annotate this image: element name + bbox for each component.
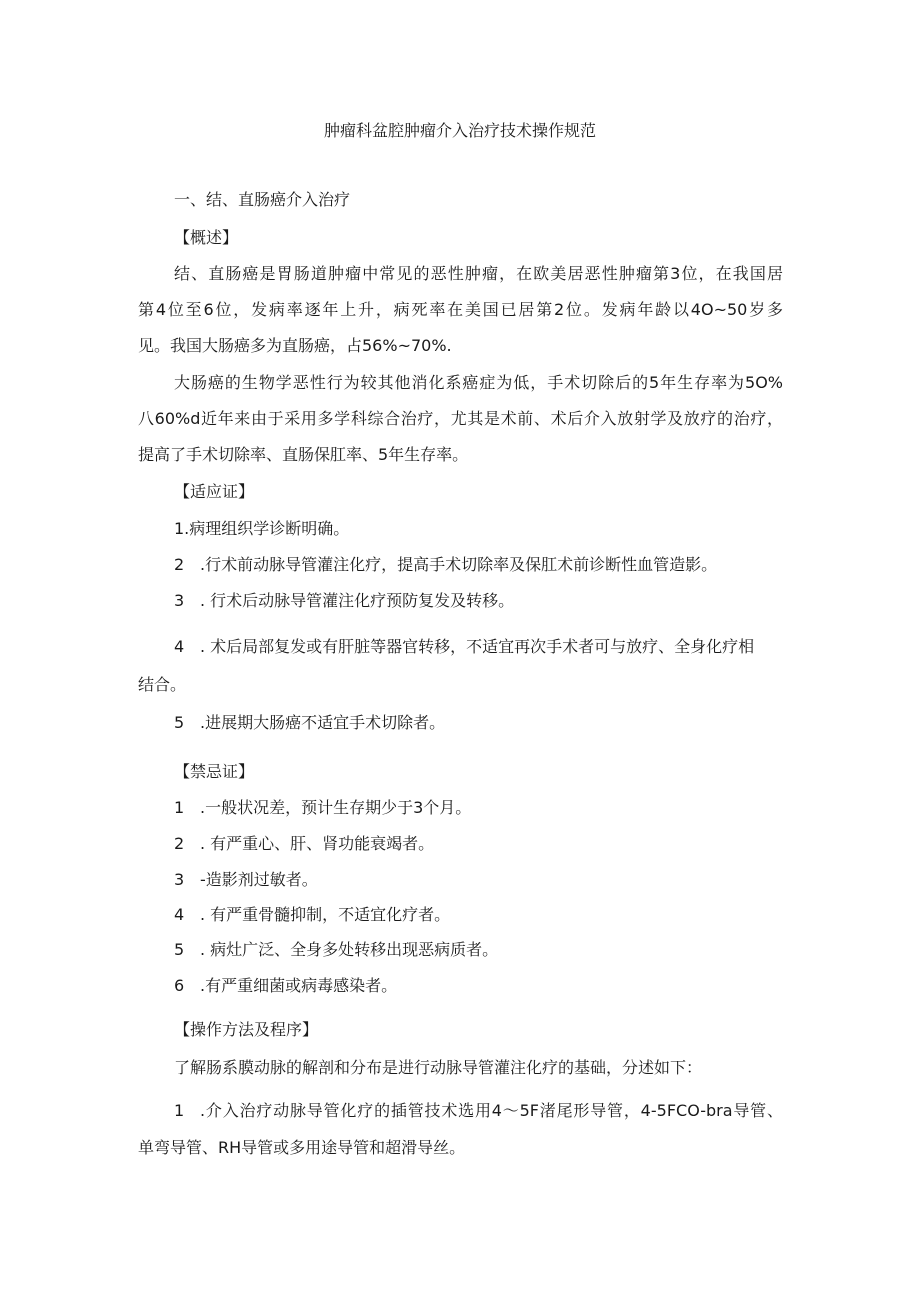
list-text: .介入治疗动脉导管化疗的插管技术选用4～5F渚尾形导管，4-5FCO-bra导管、: [200, 1101, 783, 1120]
list-text: .行术前动脉导管灌注化疗，提高手术切除率及保肛术前诊断性血管造影。: [200, 555, 718, 574]
list-number: 3: [174, 870, 185, 889]
method-heading: 【操作方法及程序】: [174, 1020, 319, 1039]
overview-heading: 【概述】: [174, 228, 239, 247]
list-text: . 有严重骨髓抑制，不适宜化疗者。: [200, 905, 451, 924]
list-text: .一般状况差，预计生存期少于3个月。: [200, 798, 472, 817]
overview-paragraph-1-line-2: 第4位至6位，发病率逐年上升，病死率在美国已居第2位。发病年龄以4O~50岁多: [138, 300, 783, 319]
list-number: 4: [174, 637, 185, 656]
overview-paragraph-1-line-3: 见。我国大肠癌多为直肠癌，占56%~70%.: [138, 336, 452, 355]
contraindications-heading: 【禁忌证】: [174, 762, 255, 781]
contraindication-item-4: [174, 905, 450, 925]
indications-heading: 【适应证】: [174, 482, 255, 501]
list-number: 3: [174, 591, 185, 610]
list-text: . 病灶广泛、全身多处转移出现恶病质者。: [200, 940, 499, 959]
method-item-1: [174, 1101, 783, 1121]
contraindication-item-3: [174, 870, 318, 890]
contraindication-item-1: [174, 798, 471, 818]
list-number: 2: [174, 834, 185, 853]
indication-item-2: [174, 555, 717, 575]
indication-item-4-continued: 结合。: [138, 675, 187, 694]
list-number: 6: [174, 976, 185, 995]
contraindication-item-2: [174, 834, 434, 854]
list-text: .有严重细菌或病毒感染者。: [200, 976, 398, 995]
list-number: 5: [174, 713, 185, 732]
method-intro: 了解肠系膜动脉的解剖和分布是进行动脉导管灌注化疗的基础，分述如下：: [174, 1058, 703, 1077]
contraindication-item-6: [174, 976, 397, 996]
indication-item-1: 1.病理组织学诊断明确。: [174, 519, 350, 538]
document-title: 肿瘤科盆腔肿瘤介入治疗技术操作规范: [323, 121, 596, 140]
list-text: . 术后局部复发或有肝脏等器官转移，不适宜再次手术者可与放疗、全身化疗相: [200, 637, 755, 656]
list-text: -造影剂过敏者。: [200, 870, 318, 889]
list-number: 2: [174, 555, 185, 574]
list-text: .进展期大肠癌不适宜手术切除者。: [200, 713, 446, 732]
list-number: 4: [174, 905, 185, 924]
contraindication-item-5: [174, 940, 498, 960]
list-text: . 有严重心、肝、肾功能衰竭者。: [200, 834, 435, 853]
list-number: 1: [174, 798, 185, 817]
indication-item-5: [174, 713, 445, 733]
list-number: 5: [174, 940, 185, 959]
list-text: . 行术后动脉导管灌注化疗预防复发及转移。: [200, 591, 515, 610]
overview-paragraph-2-line-2: 八60%d近年来由于采用多学科综合治疗，尤其是术前、术后介入放射学及放疗的治疗，: [138, 409, 783, 428]
method-item-1-continued: 单弯导管、RH导管或多用途导管和超滑导丝。: [138, 1138, 466, 1157]
overview-paragraph-1-line-1: 结、直肠癌是胃肠道肿瘤中常见的恶性肿瘤，在欧美居恶性肿瘤第3位，在我国居: [174, 264, 783, 283]
indication-item-4: [174, 637, 754, 657]
overview-paragraph-2-line-1: 大肠癌的生物学恶性行为较其他消化系癌症为低，手术切除后的5年生存率为5O%: [174, 373, 783, 392]
overview-paragraph-2-line-3: 提高了手术切除率、直肠保肛率、5年生存率。: [138, 445, 469, 464]
list-number: 1: [174, 1101, 185, 1120]
section-heading: 一、结、直肠癌介入治疗: [174, 190, 351, 209]
indication-item-3: [174, 591, 514, 611]
